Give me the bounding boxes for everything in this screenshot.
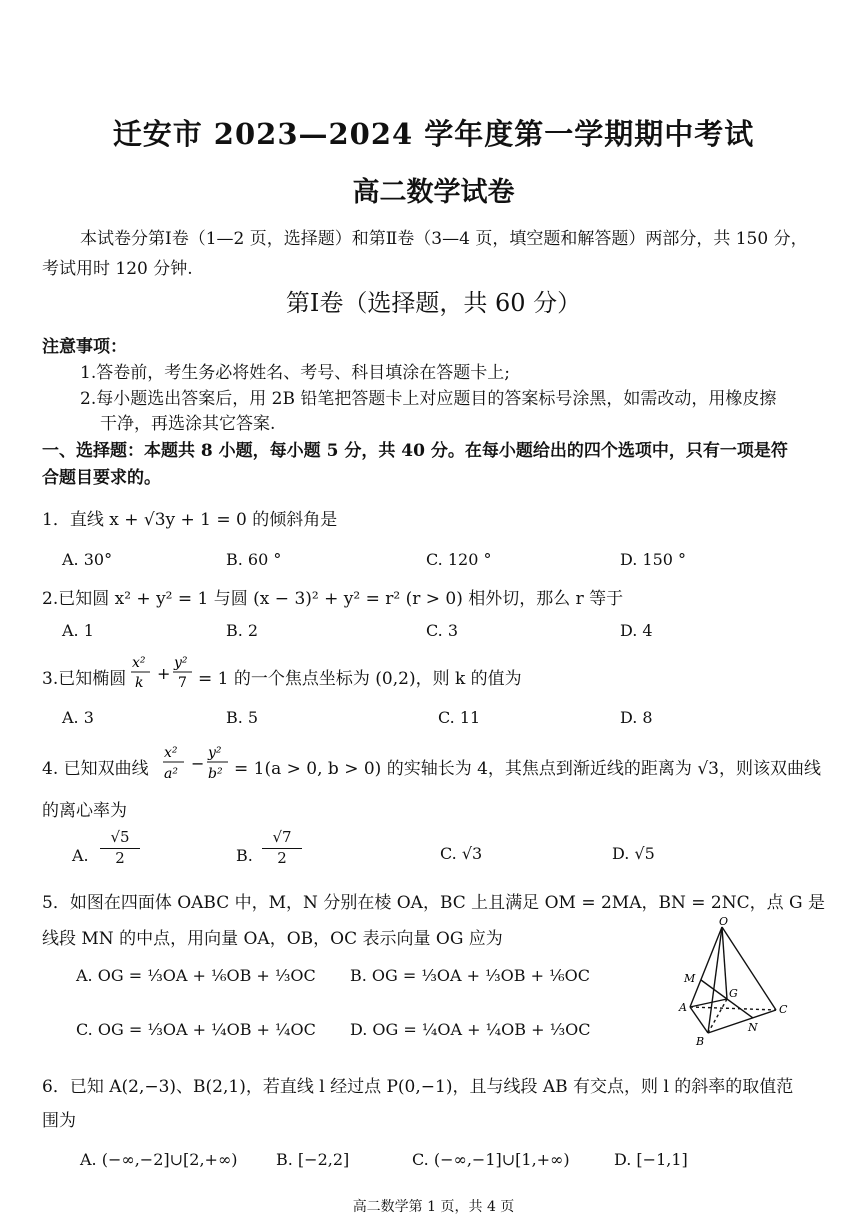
figure-label-n: N <box>748 1021 758 1034</box>
q2-option-b: B. 2 <box>226 621 259 640</box>
exam-subtitle: 高二数学试卷 <box>352 177 515 208</box>
svg-text:y²: y² <box>174 655 188 671</box>
q1-option-d: D. 150 ° <box>620 550 687 569</box>
q4-hyperbola-equation <box>160 740 236 786</box>
part1-instructions-2: 合题目要求的。 <box>42 468 161 488</box>
figure-label-o: O <box>719 915 729 928</box>
q3-option-a: A. 3 <box>62 708 94 727</box>
q4-option-b-numerator: √7 <box>262 828 302 849</box>
q6-option-b: B. [−2,2] <box>276 1150 350 1169</box>
q3-option-d: D. 8 <box>620 708 653 727</box>
q3-stem-suffix: = 1 的一个焦点坐标为 (0,2)，则 k 的值为 <box>198 669 522 689</box>
notes-heading: 注意事项： <box>42 337 127 357</box>
q6-stem-line-1: 6．已知 A(2,−3)、B(2,1)，若直线 l 经过点 P(0,−1)，且与线段 AB 有交点，则 l 的斜率的取值范 <box>42 1077 794 1097</box>
q1-option-a: A. 30° <box>62 550 113 569</box>
q2-option-c: C. 3 <box>426 621 459 640</box>
q5-option-d: D. OG = ¼OA + ¼OB + ⅓OC <box>350 1020 591 1039</box>
q4-option-b-label: B. <box>236 846 253 865</box>
figure-label-g: G <box>729 987 738 1000</box>
intro-line-1: 本试卷分第Ⅰ卷（1—2 页，选择题）和第Ⅱ卷（3—4 页，填空题和解答题）两部分，共 150 分， <box>80 229 808 249</box>
q2-stem: 2.已知圆 x² + y² = 1 与圆 (x − 3)² + y² = r² (r > 0) 相外切，那么 r 等于 <box>42 589 624 609</box>
q2-option-d: D. 4 <box>620 621 653 640</box>
q5-option-c: C. OG = ⅓OA + ¼OB + ¼OC <box>76 1020 316 1039</box>
svg-text:7: 7 <box>178 675 187 691</box>
figure-label-c: C <box>779 1003 788 1016</box>
svg-text:+: + <box>157 664 171 683</box>
q1-option-b: B. 60 ° <box>226 550 282 569</box>
q3-stem-prefix: 3.已知椭圆 <box>42 669 127 689</box>
q3-ellipse-equation <box>128 650 200 696</box>
q6-option-d: D. [−1,1] <box>614 1150 688 1169</box>
q4-option-d: D. √5 <box>612 844 655 863</box>
q3-option-c: C. 11 <box>438 708 481 727</box>
figure-label-a: A <box>679 1001 687 1014</box>
figure-label-b: B <box>696 1035 705 1048</box>
q6-stem-line-2: 围为 <box>42 1111 76 1131</box>
svg-text:k: k <box>135 675 144 691</box>
svg-text:a²: a² <box>164 766 178 782</box>
q4-stem-prefix: 4. 已知双曲线 <box>42 759 149 779</box>
q5-option-a: A. OG = ⅓OA + ⅙OB + ⅓OC <box>76 966 316 985</box>
note-2b: 干净，再选涂其它答案. <box>100 414 276 434</box>
tetrahedron-figure <box>668 915 803 1050</box>
q4-option-a-numerator: √5 <box>100 828 140 849</box>
svg-text:b²: b² <box>208 766 223 782</box>
q4-option-b-fraction <box>262 828 302 867</box>
intro-line-2: 考试用时 120 分钟. <box>42 259 193 279</box>
q4-option-a-fraction <box>100 828 140 867</box>
svg-text:x²: x² <box>164 745 178 761</box>
svg-text:y²: y² <box>208 745 222 761</box>
page-footer: 高二数学第 1 页，共 4 页 <box>352 1199 515 1215</box>
q3-option-b: B. 5 <box>226 708 259 727</box>
q5-stem-line-1: 5．如图在四面体 OABC 中，M，N 分别在棱 OA，BC 上且满足 OM = 2MA，BN = 2NC，点 G 是 <box>42 893 825 913</box>
q4-option-b-denominator: 2 <box>277 849 287 867</box>
note-2a: 2.每小题选出答案后，用 2B 铅笔把答题卡上对应题目的答案标号涂黑，如需改动，用橡皮擦 <box>80 389 777 409</box>
q6-option-a: A. (−∞,−2]∪[2,+∞) <box>80 1150 238 1169</box>
section-title: 第Ⅰ卷（选择题，共 60 分） <box>285 289 582 317</box>
svg-text:−: − <box>191 754 205 773</box>
exam-title: 迁安市 2023—2024 学年度第一学期期中考试 <box>112 117 755 151</box>
note-1: 1.答卷前，考生务必将姓名、考号、科目填涂在答题卡上; <box>80 363 510 383</box>
q5-stem-line-2: 线段 MN 的中点，用向量 OA，OB，OC 表示向量 OG 应为 <box>42 929 503 949</box>
q4-option-a-label: A. <box>72 846 89 865</box>
figure-label-m: M <box>684 972 696 985</box>
q2-option-a: A. 1 <box>62 621 94 640</box>
q4-option-c: C. √3 <box>440 844 483 863</box>
q4-stem-middle: = 1(a > 0, b > 0) 的实轴长为 4，其焦点到渐近线的距离为 √3，则该双曲线 <box>234 759 821 779</box>
q5-option-b: B. OG = ⅓OA + ⅓OB + ⅙OC <box>350 966 590 985</box>
q4-stem-end: 的离心率为 <box>42 801 127 821</box>
svg-text:x²: x² <box>132 655 146 671</box>
q6-option-c: C. (−∞,−1]∪[1,+∞) <box>412 1150 570 1169</box>
part1-instructions-1: 一、选择题：本题共 8 小题，每小题 5 分，共 40 分。在每小题给出的四个选项中，只有一项是符 <box>42 441 788 461</box>
q1-option-c: C. 120 ° <box>426 550 492 569</box>
q4-option-a-denominator: 2 <box>115 849 125 867</box>
q1-stem: 1．直线 x + √3y + 1 = 0 的倾斜角是 <box>42 510 338 530</box>
